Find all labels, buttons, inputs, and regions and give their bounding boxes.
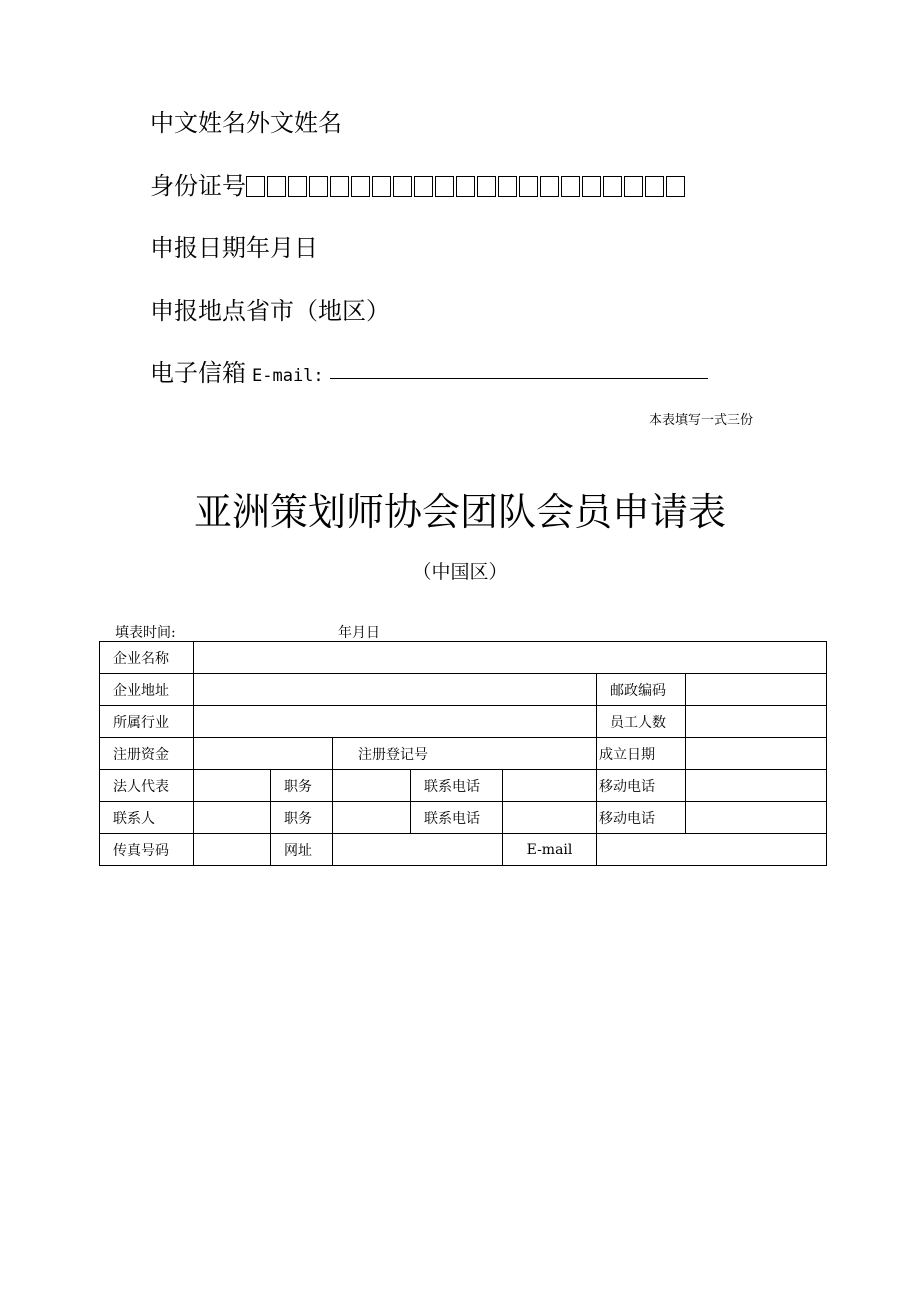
fax-number-field[interactable] bbox=[194, 834, 271, 866]
id-digit-box[interactable] bbox=[414, 176, 433, 197]
company-name-label: 企业名称 bbox=[100, 642, 194, 674]
id-digit-box[interactable] bbox=[561, 176, 580, 197]
website-label: 网址 bbox=[271, 834, 333, 866]
contact-position-label: 职务 bbox=[271, 802, 333, 834]
id-digit-box[interactable] bbox=[351, 176, 370, 197]
registered-capital-label: 注册资金 bbox=[100, 738, 194, 770]
contact-phone-field[interactable] bbox=[503, 802, 597, 834]
fax-number-label: 传真号码 bbox=[100, 834, 194, 866]
fill-time-label: 填表时间: bbox=[115, 625, 176, 641]
legal-rep-position-field[interactable] bbox=[333, 770, 411, 802]
page-title: 亚洲策划师协会团队会员申请表 bbox=[193, 490, 726, 534]
company-address-label: 企业地址 bbox=[100, 674, 194, 706]
legal-rep-phone-label: 联系电话 bbox=[411, 770, 503, 802]
application-location-line: 申报地点省市（地区） bbox=[150, 297, 390, 325]
postal-code-label: 邮政编码 bbox=[597, 674, 686, 706]
founding-date-label: 成立日期 bbox=[597, 738, 686, 770]
id-digit-box[interactable] bbox=[267, 176, 286, 197]
id-digit-box[interactable] bbox=[393, 176, 412, 197]
email-label: 电子信箱 bbox=[150, 359, 246, 387]
legal-rep-mobile-label: 移动电话 bbox=[597, 770, 686, 802]
contact-person-field[interactable] bbox=[194, 802, 271, 834]
region-subtitle: （中国区） bbox=[412, 561, 508, 583]
table-row bbox=[100, 738, 827, 770]
table-row bbox=[100, 642, 827, 674]
id-digit-box[interactable] bbox=[330, 176, 349, 197]
legal-rep-position-label: 职务 bbox=[271, 770, 333, 802]
contact-mobile-label: 移动电话 bbox=[597, 802, 686, 834]
id-digit-box[interactable] bbox=[309, 176, 328, 197]
legal-rep-field[interactable] bbox=[194, 770, 271, 802]
membership-form-table bbox=[99, 641, 827, 866]
founding-date-field[interactable] bbox=[686, 738, 827, 770]
email-label-cell: E-mail bbox=[503, 834, 597, 866]
postal-code-field[interactable] bbox=[686, 674, 827, 706]
website-field[interactable] bbox=[333, 834, 503, 866]
id-digit-box[interactable] bbox=[666, 176, 685, 197]
company-address-field[interactable] bbox=[194, 674, 597, 706]
copies-note: 本表填写一式三份 bbox=[649, 413, 754, 428]
table-row bbox=[100, 770, 827, 802]
fill-time-date: 年月日 bbox=[338, 625, 380, 641]
table-row bbox=[100, 706, 827, 738]
id-digit-box[interactable] bbox=[435, 176, 454, 197]
id-digit-box[interactable] bbox=[456, 176, 475, 197]
employee-count-field[interactable] bbox=[686, 706, 827, 738]
id-digit-box[interactable] bbox=[540, 176, 559, 197]
email-field[interactable] bbox=[597, 834, 827, 866]
id-digit-box[interactable] bbox=[477, 176, 496, 197]
id-digit-box[interactable] bbox=[582, 176, 601, 197]
company-name-field[interactable] bbox=[194, 642, 827, 674]
contact-position-field[interactable] bbox=[333, 802, 411, 834]
legal-rep-phone-field[interactable] bbox=[503, 770, 597, 802]
email-sublabel: E-mail: bbox=[252, 366, 324, 386]
table-row bbox=[100, 834, 827, 866]
table-row bbox=[100, 674, 827, 706]
id-digit-box[interactable] bbox=[624, 176, 643, 197]
legal-rep-mobile-field[interactable] bbox=[686, 770, 827, 802]
id-digit-box[interactable] bbox=[603, 176, 622, 197]
registration-number-label: 注册登记号 bbox=[333, 738, 597, 770]
contact-mobile-field[interactable] bbox=[686, 802, 827, 834]
id-digit-box[interactable] bbox=[246, 176, 265, 197]
id-number-boxes[interactable] bbox=[246, 174, 687, 204]
employee-count-label: 员工人数 bbox=[597, 706, 686, 738]
id-number-line bbox=[150, 171, 687, 204]
name-line: 中文姓名外文姓名 bbox=[150, 109, 342, 137]
registered-capital-field[interactable] bbox=[194, 738, 333, 770]
id-digit-box[interactable] bbox=[519, 176, 538, 197]
id-digit-box[interactable] bbox=[498, 176, 517, 197]
id-number-label: 身份证号 bbox=[150, 172, 246, 200]
id-digit-box[interactable] bbox=[288, 176, 307, 197]
email-line bbox=[150, 358, 708, 391]
id-digit-box[interactable] bbox=[645, 176, 664, 197]
industry-label: 所属行业 bbox=[100, 706, 194, 738]
legal-rep-label: 法人代表 bbox=[100, 770, 194, 802]
application-date-line: 申报日期年月日 bbox=[150, 234, 318, 262]
id-digit-box[interactable] bbox=[372, 176, 391, 197]
email-blank[interactable] bbox=[330, 377, 708, 379]
contact-person-label: 联系人 bbox=[100, 802, 194, 834]
contact-phone-label: 联系电话 bbox=[411, 802, 503, 834]
industry-field[interactable] bbox=[194, 706, 597, 738]
table-row bbox=[100, 802, 827, 834]
